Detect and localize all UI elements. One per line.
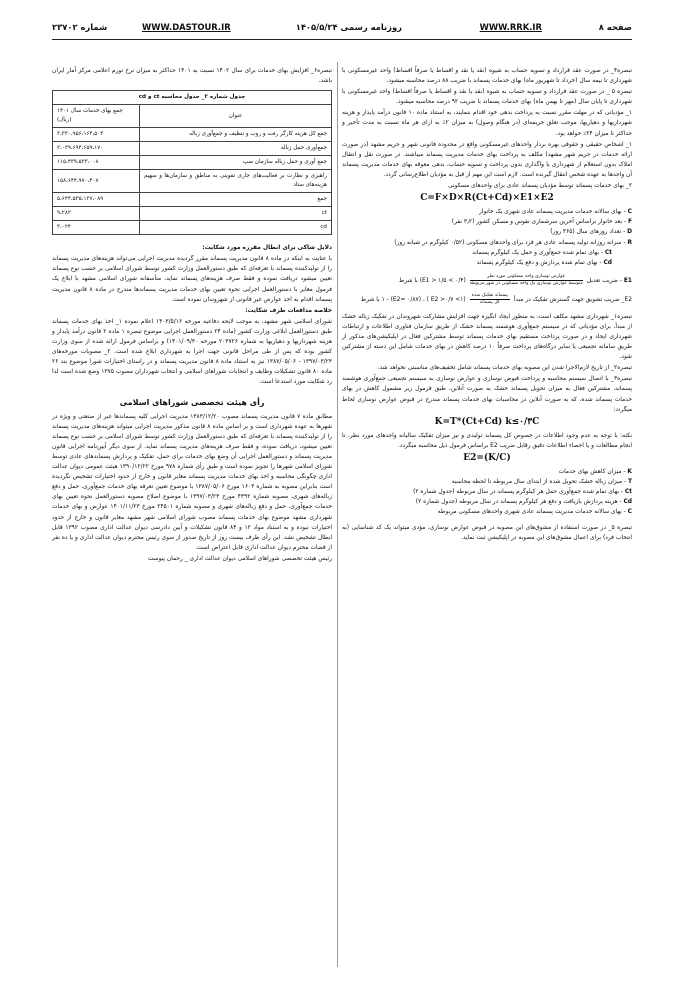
defense-summary: شورای اسلامی شهر مشهد، به موجب لایحه دفاعیه مورخه ۱۴۰۳/۵/۱۶ اعلام نموده ۱_ اخذ بهای خدمات پسماند طبق دستورالعمل ابلاغی وزارت کشور (ماده ۲۴ دستورالعمل اجرایی موضوع تبصره ۱ ماده ۲ قانون درآمد پایدار و هزینه شهرداریها و دهیاریها به شماره ۲۰۳۷۲۶ مورخه ۱۴۰۱/۰۹/۳۰) و براساس فرمول ارائه شده از سوی وزارت کشور بوده که پس از طی مراحل قانونی جهت اجرا به شهرداری ابلاغ شده است. ۲_ مصوبات مورخه‌های ۱۳۹۷/۰۳/۲۳ - ۱۳۸۷/۰۵/۰۶ نیز به استناد ماده ۸ قانون مدیریت پسماند و در راستای اختیارات شورا موضوع بند ۲۶ ماده ۸۰ قانون تشکیلات وظایف و انتخابات شوراهای اسلامی و انتخاب شهرداران مصوب ۱۳۷۵ وضع شده است لذا رد شکایت مورد استدعا است. bbox=[52, 318, 333, 386]
note-5: تبصره ۵ _ در صورت عقد قرارداد و تسویه حساب به شیوه (نقد یا نقد و اقساط یا صرفاً اقساط) واحد غیرمسکونی با شهرداری تا پایان سال (مهر تا بهمن ماه) بهای خدمات پسماند با ضریب ۹۲ درصد محاسبه میشود. bbox=[342, 89, 633, 106]
column-divider bbox=[337, 62, 338, 967]
variable-row: Cd - بهای تمام شده پردازش و دفع یک کیلوگرم پسماند bbox=[476, 259, 612, 266]
formula-c: C=F×D×R(Ct+Cd)×E1×E2 bbox=[420, 193, 554, 204]
note-6: تبصره۶_ افزایش بهای خدمات برای سال ۱۴۰۲ نسبت به ۱۴۰۱ حداکثر به میزان نرخ تورم اعلامی مرکز آمار ایران باشد. bbox=[52, 68, 332, 85]
e2-definition: E2_ ضریب تشویق جهت گسترش تفکیک در مبدأ $\frac{\text{پسماند تفکیک شده}}{\text{کل پسماند}}$ (۱> E2 >۰/۷ ) ، (E2= ۰/۸۷) - ۱ با شرط bbox=[360, 292, 632, 305]
table-row: جمع ۵،۶۴۴،۵۳۵،۱۲۷،۰۸۹ bbox=[53, 193, 332, 207]
variable-row: F - بعد خانوار براساس آخرین سرشماری نفوس و مسکن کشور (۳٫۲ نفر) bbox=[451, 219, 632, 226]
page-number: صفحه ۸ bbox=[598, 22, 632, 32]
note-4: تبصره۴_ در صورت عقد قرارداد و تسویه حساب به شیوه (نقد یا نقد و اقساط یا صرفاً اقساط) واحد غیرمسکونی با شهرداری تا نیمه سال (خرداد تا شهریور ماه) بهای خدمات پسماند با ضریب ۸۸ درصد محاسبه میشود. bbox=[342, 68, 632, 85]
e1-fraction: $\frac{\text{عوارض نوسازی واحد مسکونی مورد نظر}}{\text{متوسط عوارض نوسازی یک واحد مسکونی در شهر مربوطه}}$ bbox=[469, 273, 583, 286]
paragraph-1: ۱_ مؤدیانی که در مهلت مقرر نسبت به پرداخت بدهی خود اقدام ننمایند، به استناد ماده ۱۰ قانون درآمد پایدار و هزینه شهرداریها و دهیاریها، موجب تعلق جریمه‌ای (در هنگام وصول) به میزان ۲٪ به ازای هر ماه نسبت به مدت تأخیر و حداکثر تا میزان ۲۴٪ خواهد بود. bbox=[342, 110, 633, 137]
variables-list-1 bbox=[342, 207, 632, 268]
signature: رئیس هیئت تخصصی شوراهای اسلامی دیوان عدالت اداری _ رحمان پیوست bbox=[147, 555, 332, 562]
variable-row: Ct - بهای تمام شده جمع‌آوری حمل هر کیلوگرم پسماند در سال مربوطه (جدول شماره ۲) bbox=[413, 489, 632, 496]
table-header-row bbox=[53, 105, 332, 128]
ruling-text: مطابق ماده ۷ قانون مدیریت پسماند مصوب ۱۳۸۳/۱۲/۲۰ مدیریت اجرایی کلیه پسماندها غیر از صنعتی و ویژه در شهرها به عهده شهرداری است و بر اساس ماده ۸ قانون مذکور مدیریت اجرایی میتواند هزینه‌های مدیریت پسماند را از تولیدکننده پسماند با تعرفه‌ای که طبق دستورالعمل وزارت کشور توسط شورای اسلامی بر حسب نوع پسماند تعیین میشود، دریافت نموده، و فقط صرف هزینه‌های مدیریت پسماند نماید. از سوی دیگر آیین‌نامه اجرایی قانون مدیریت پسماند و دستورالعمل اجرایی آن وضع بهای خدمات برای حمل، تفکیک و پردازش پسماندهای عادی توسط شورای اسلامی شهرها را تجویز نموده است و طبق رأی شماره ۹۷۸ مورخ ۱۳۹۰/۱۲/۲۲ هیئت عمومی دیوان عدالت اداری چگونگی محاسبه و اخذ بهای خدمات مدیریت پسماند مغایر قانون و خارج از حدود اختیارات تشخیص نگردیده است بنابراین مصوبه به شماره ۱۶۰۳ مورخ ۱۳۸۷/۰۵/۰۶ با موضوع تعیین تعرفه بهای خدمات جمع‌آوری، حمل و دفع زباله‌های شهری، مصوبه شماره ۴۳۹۲ مورخ ۱۳۹۷/۰۳/۲۳ با موضوع اصلاح مصوبه دستورالعمل نحوه تعیین بهای خدمات جمع‌آوری، حمل و دفع زباله‌های شهری و مصوبه شماره ۲۴۵۰۱ مورخ ۱۴۰۱/۱۱/۲۳ عوارض و بهای خدمات شهرداری مشهد موضوع بهای خدمات پسماند مصوب شورای اسلامی شهر مشهد مغایر قانون و خارج از حدود اختیارات نبوده و به استناد مواد ۱۲ و ۸۴ قانون تشکیلات و آیین دادرسی دیوان عدالت اداری مصوب ۱۳۹۲ قابل ابطال تشخیص نشد. این رأی ظرف بیست روز از تاریخ صدور از سوی رئیس محترم دیوان عدالت اداری و یا ده نفر از قضات محترم دیوان عدالت اداری قابل اعتراض است. bbox=[52, 413, 332, 551]
table-row: جمع کل هزینه کارگر رفت و روب و تنظیف و جمع‌آوری زباله ۳،۳۳۰،۹۵۶،۱۶۴،۵۰۴ bbox=[53, 128, 332, 142]
table-row: ct ۹،۲۸۲ bbox=[53, 207, 332, 221]
column-header-value: جمع بهای خدمات سال ۱۴۰۱ (ریال) bbox=[53, 105, 140, 128]
left-column bbox=[52, 66, 332, 976]
paragraph-1-2: ۱_ اشخاص حقیقی و حقوقی بهره بردار واحدهای غیرمسکونی واقع در محدوده قانونی شهر و حریم مشهد (در صورت ارائه خدمات در حریم شهر مشهد) مکلف به پرداخت بهای خدمات مدیریت پسماند میباشند. در صورت نقل و انتقال املاک بدون استعلام از شهرداری یا واگذاری بدون پرداخت و تسویه حساب، بدهی معوقه بهای خدمات مدیریت پسماند آن واحدها به عهده شخص انتقال گیرنده است. لازم است این مهم از قبل به مؤدیان اطلاع‌رسانی گردد. bbox=[342, 141, 632, 178]
table-row: راهبری و نظارت بر فعالیت‌های جاری تقویتی به مناطق و سازمان‌ها و سهیم هزینه‌های ستاد ۱۵۸،۶۴۴،۹۷۰،۴۰۷ bbox=[53, 170, 332, 193]
table-caption: جدول شماره ۲_ جدول محاسبه ct و cd bbox=[53, 91, 332, 105]
header-rule bbox=[52, 39, 632, 40]
variable-row: K - میزان کاهش بهای خدمات bbox=[558, 469, 632, 476]
defense-heading: خلاصه مدافعات طرف شکایت: bbox=[245, 307, 332, 314]
issue-number: شماره ۲۳۷۰۲ bbox=[52, 22, 108, 32]
e1-definition: E1 - ضریب تعدیل $\frac{\text{عوارض نوسازی واحد مسکونی مورد نظر}}{\text{متوسط عوارض نوسازی یک واحد مسکونی در شهر مربوطه}}$ (۰/۴ > E1 > ۱/۵) با شرط bbox=[398, 273, 632, 286]
paragraph-2: ۲_ بهای خدمات پسماند توسط مؤدیان پسماند عادی برای واحدهای مسکونی bbox=[448, 183, 632, 190]
complainant-heading: دلایل شاکی برای ابطال مقرره مورد شکایت: bbox=[202, 245, 332, 252]
variable-row: C - بهای سالانه خدمات مدیریت پسماند عادی شهری واحدهای مسکونی مربوطه bbox=[437, 509, 632, 516]
table-row: جمع آوری و حمل زباله سازمان سپ ۱۱۵،۴۳۹،۵۳۳،۰۰۸ bbox=[53, 156, 332, 170]
formula-k: K=T*(Ct+Cd) k≤۰/۳C bbox=[434, 416, 540, 427]
formula-e2: E2=(K/C) bbox=[463, 453, 511, 463]
variable-row: Cd - هزینه پردازش بازیافت و دفع هر کیلوگرم پسماند در سال مربوطه (جدول شماره ۲) bbox=[415, 499, 632, 506]
site-link-left[interactable]: WWW.DASTOUR.IR bbox=[142, 22, 231, 32]
variable-row: D - تعداد روزهای سال (۳۶۵ روز) bbox=[550, 229, 632, 236]
table-row: cd ۳،۰۲۴ bbox=[53, 221, 332, 235]
note-1: تبصره۱_ شهرداری مشهد مکلف است، به منظور ایجاد انگیزه جهت افزایش مشارکت شهروندان در تفکیک زباله خشک از مبدأ، برای مؤدیانی که در سیستم جمع‌آوری هوشمند پسماند خشک از طریق سازمان فناوری اطلاعات و ارتباطات شهرداری ایجاد و در صورت پرداخت مستقیم بهای خدمات پسماند توسط مشترکین فعال در اپلیکیشن‌های مذکور از طریق سامانه تجمیعی یا سایر درگاه‌های پرداخت صرفاً ۱۰ درصد کاهش در بهای خدمات شامل این دسته از مشترکین شود. bbox=[342, 313, 633, 361]
variable-row: C - بهای سالانه خدمات مدیریت پسماند عادی شهری یک خانوار bbox=[478, 209, 632, 216]
variable-row: T - میزان زباله خشک تحویل شده از ابتدای سال مربوطه تا لحظه محاسبه bbox=[451, 479, 632, 486]
table-row: جمع‌آوری حمل زباله ۲،۰۳۹،۶۹۴،۶۵۹،۱۷۰ bbox=[53, 142, 332, 156]
note-last: تبصره ۵_ در صورت استفاده از مشوق‌های این مصوبه در قبوض عوارض نوسازی، مؤدی میتواند یک کد شناسایی (به انتخاب فرد) برای اعمال مشوق‌های این مصوبه در اپلیکیشن ثبت نماید. bbox=[342, 524, 632, 541]
ruling-title: رأی هیئت تخصصی شوراهای اسلامی bbox=[119, 397, 265, 407]
newspaper-date: روزنامه رسمی ۱۴۰۵/۵/۲۴ bbox=[295, 22, 402, 32]
note-2: تبصره۲_ از تاریخ لازم‌الاجرا شدن این مصوبه بهای خدمات پسماند شامل تخفیف‌های مناسبتی نخواهد شد. bbox=[377, 365, 632, 372]
variable-row: Ct - بهای تمام شده جمع‌آوری و حمل یک کیلوگرم پسماند bbox=[472, 249, 612, 256]
right-column bbox=[342, 66, 632, 976]
calculation-table bbox=[52, 90, 332, 235]
page-header bbox=[52, 22, 632, 36]
variable-row: R - سرانه روزانه تولید پسماند عادی هر فرد برای واحدهای مسکونی (۰/۵۲ کیلوگرم در شبانه روز) bbox=[394, 239, 632, 246]
column-header-title: عنوان bbox=[140, 105, 332, 128]
e2-fraction: $\frac{\text{پسماند تفکیک شده}}{\text{کل پسماند}}$ bbox=[471, 292, 508, 305]
note-text: نکته: با توجه به عدم وجود اطلاعات در خصوص کل پسماند تولیدی و نیز میزان تفکیک سالیانه واحدهای مورد نظر، تا انجام مطالعات و یا احصاء اطلاعات دقیق رقابل ضریب E2 براساس فرمول ذیل محاسبه میگردد. bbox=[342, 432, 632, 449]
complainant-reasons: با عنایت به اینکه در ماده ۸ قانون مدیریت پسماند مقرر گردیده مدیریت اجرایی می‌تواند هزینه‌های مدیریت پسماند را از تولیدکننده پسماند با تعرفه‌ای که طبق دستورالعمل وزارت کشور توسط شورای اسلامی بر حسب نوع پسماند تعیین میشود دریافت نموده و فقط صرف هزینه‌های پسماند نماید، متأسفانه شورای اسلامی مشهد با ابلاغ یک فرمول مغایر با دستورالعمل اجرایی نحوه تعیین بهای خدمات مدیریت پسماندها مندرج در ماده ۸ قانون مدیریت پسماند اقدام به اخذ عوارض غیر قانونی از شهروندان نموده است. bbox=[52, 256, 332, 303]
table-caption-row bbox=[53, 91, 332, 105]
site-link-right[interactable]: WWW.RRK.IR bbox=[479, 22, 542, 32]
note-3: تبصره۳_ با اتصال سیستم محاسبه و پرداخت قبوض نوسازی و عوارض نوسازی به سیستم تجمیعی جمع‌آوری هوشمند پسماند، مشترکین فعال به میزان تحویل پسماند خشک به صورت آنلاین، طبق فرمول زیر مشمول کاهش در بهای خدمات پسماند شده، که به صورت آنلاین در محاسبات بهای خدمات پسماند مندرج در قبوض عوارض نوسازی لحاظ میگردد: bbox=[342, 376, 632, 413]
variables-list-2 bbox=[342, 467, 632, 517]
